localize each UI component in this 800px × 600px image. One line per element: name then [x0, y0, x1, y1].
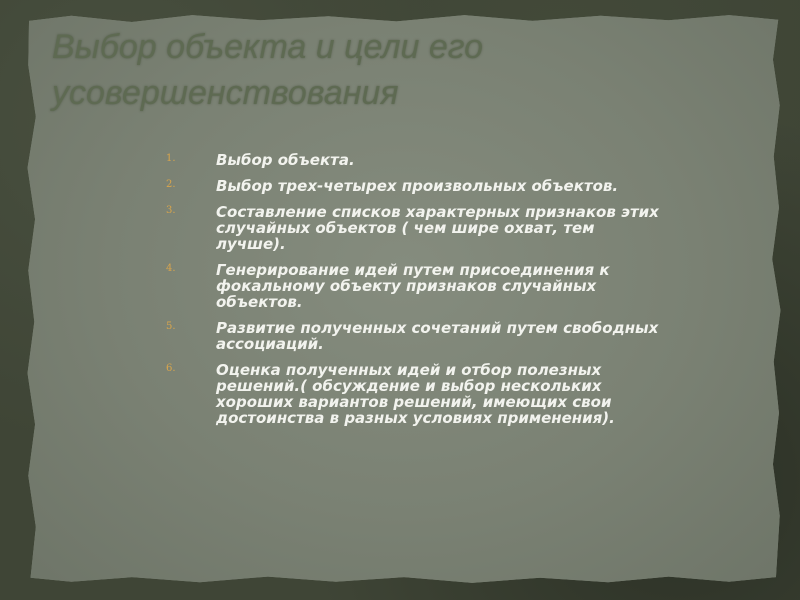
item-number: 4.: [166, 263, 176, 274]
item-number: 2.: [166, 179, 176, 190]
steps-list: [160, 152, 660, 436]
item-text: Выбор трех-четырех произвольных объектов.: [216, 177, 619, 195]
item-number: 3.: [166, 205, 176, 216]
list-item: [160, 152, 660, 168]
item-text: Оценка полученных идей и отбор полезных решений.( обсуждение и выбор нескольких хороших вариантов решений, имеющих свои достоинства в разных условиях применения).: [216, 361, 615, 427]
item-text: Выбор объекта.: [216, 151, 355, 169]
item-number: 6.: [166, 363, 176, 374]
item-text: Развитие полученных сочетаний путем свободных ассоциаций.: [216, 319, 659, 353]
item-text: Генерирование идей путем присоединения к фокальному объекту признаков случайных объектов.: [216, 261, 610, 311]
list-item: [160, 320, 660, 352]
list-item: [160, 262, 660, 310]
list-item: [160, 362, 660, 426]
slide-title: Выбор объекта и цели его усовершенствования: [52, 28, 484, 112]
item-text: Составление списков характерных признаков этих случайных объектов ( чем шире охват, тем лучше).: [216, 203, 659, 253]
item-number: 1.: [166, 153, 176, 164]
list-item: [160, 204, 660, 252]
list-item: [160, 178, 660, 194]
item-number: 5.: [166, 321, 176, 332]
